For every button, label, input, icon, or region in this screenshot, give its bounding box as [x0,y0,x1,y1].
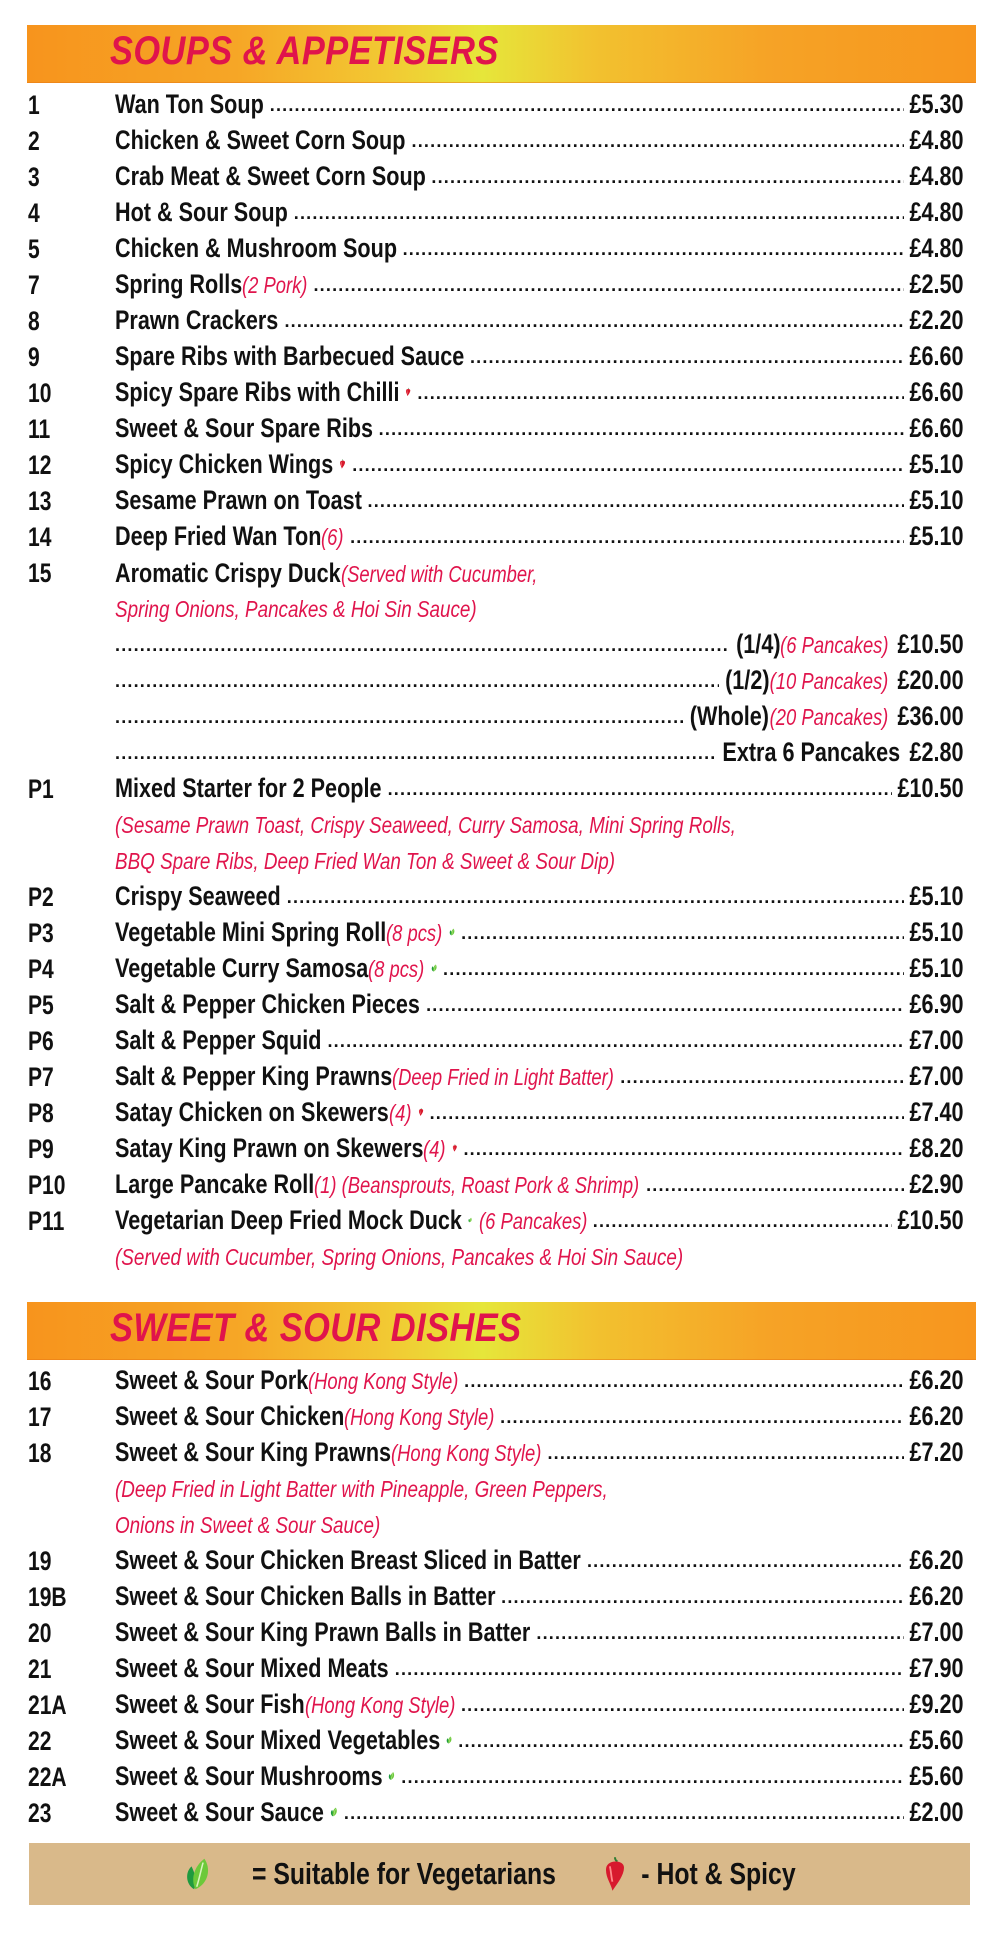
item-name: Crispy Seaweed [115,880,281,911]
item-code: 7 [28,270,40,300]
leader-dots [344,1795,904,1831]
leader-dots [294,195,905,231]
item-name: Chicken & Sweet Corn Soup [115,124,406,155]
item-price: £6.90 [909,988,964,1019]
item-note: (6 Pancakes) [478,1207,588,1234]
option-note: (10 Pancakes) [769,667,889,694]
item-description: (Sesame Prawn Toast, Crispy Seaweed, Curry Samosa, Mini Spring Rolls, [115,812,736,838]
leader-dots [500,1399,904,1435]
item-code: 19 [28,1546,52,1576]
menu-item-row [0,303,994,339]
item-description-row [0,591,994,627]
item-price: £4.80 [909,232,964,263]
item-name: Chicken & Mushroom Soup [115,232,398,263]
item-code: P3 [28,918,54,948]
item-note: (2 Pork) [242,271,308,298]
leader-dots [395,1651,905,1687]
item-note: (4) [388,1099,412,1126]
item-note: (Deep Fried in Light Batter) [391,1063,614,1090]
item-price: £5.30 [909,88,964,119]
item-code: 16 [28,1366,52,1396]
vegetarian-leaf-icon [468,1207,472,1233]
item-name: Vegetarian Deep Fried Mock Duck [115,1204,462,1235]
leader-dots [463,1131,904,1167]
menu-item-row [0,555,994,591]
option-price: £36.00 [897,700,964,731]
section-title: SOUPS & APPETISERS [110,29,499,73]
leader-dots [401,1759,904,1795]
menu-item-row [0,1543,994,1579]
leader-dots [350,519,904,555]
item-code: 5 [28,234,40,264]
item-price: £5.10 [909,880,964,911]
option-price: £20.00 [897,664,964,695]
item-code: 4 [28,198,40,228]
item-note: (8 pcs) [386,919,443,946]
item-price: £7.40 [909,1096,964,1127]
item-option-row [0,735,994,771]
item-code: 2 [28,126,40,156]
item-name: Aromatic Crispy Duck [115,557,341,588]
leader-dots [352,447,904,483]
item-option-row [0,627,994,663]
item-price: £6.60 [909,412,964,443]
leader-dots [426,987,904,1023]
item-code: P1 [28,774,54,804]
item-name: Spicy Spare Ribs with Chilli [115,376,400,407]
leader-dots [458,1723,904,1759]
menu-item-row [0,1203,994,1239]
leader-dots [536,1615,904,1651]
item-description: BBQ Spare Ribs, Deep Fried Wan Ton & Sweet & Sour Dip) [115,848,616,874]
menu-item-row [0,1795,994,1831]
item-code: 22 [28,1726,52,1756]
item-name: Sweet & Sour Mushrooms [115,1760,383,1791]
item-description-row [0,807,994,843]
item-name: Prawn Crackers [115,304,279,335]
item-name: Hot & Sour Soup [115,196,288,227]
item-name: Wan Ton Soup [115,88,264,119]
leader-dots [388,771,893,807]
leader-dots [115,699,684,735]
item-price: £2.90 [909,1168,964,1199]
section-banner-soups-appetisers [27,25,976,83]
item-price: £7.00 [909,1616,964,1647]
item-description-row [0,1507,994,1543]
chilli-icon [418,1099,424,1125]
item-price: £5.10 [909,916,964,947]
chilli-icon [339,451,346,477]
item-option-row [0,699,994,735]
item-note: (Served with Cucumber, [340,560,538,587]
menu-item-row [0,411,994,447]
leader-dots [461,1687,904,1723]
item-name: Sweet & Sour King Prawns [115,1436,392,1467]
item-note: (6) [321,523,344,550]
item-price: £9.20 [909,1688,964,1719]
item-name: Sweet & Sour Mixed Vegetables [115,1724,441,1755]
item-code: P7 [28,1062,54,1092]
chilli-icon [405,379,411,405]
menu-item-row [0,195,994,231]
item-name: Large Pancake Roll [115,1168,315,1199]
option-price: £10.50 [897,628,964,659]
item-code: P9 [28,1134,54,1164]
section-banner-sweet-sour [27,1302,976,1360]
item-name: Deep Fried Wan Ton [115,520,322,551]
item-code: 21 [28,1654,52,1684]
leader-dots [115,735,716,771]
item-price: £6.20 [909,1580,964,1611]
item-name: Mixed Starter for 2 People [115,772,382,803]
item-description: Onions in Sweet & Sour Sauce) [115,1512,381,1538]
item-name: Spring Rolls [115,268,243,299]
item-price: £10.50 [897,1204,964,1235]
menu-item-row [0,1095,994,1131]
item-description-row [0,843,994,879]
item-price: £6.20 [909,1364,964,1395]
leader-dots [587,1543,904,1579]
leader-dots [284,303,904,339]
item-price: £5.60 [909,1724,964,1755]
item-code: P8 [28,1098,54,1128]
item-name: Vegetable Curry Samosa [115,952,369,983]
leader-dots [412,123,905,159]
item-code: 10 [28,378,52,408]
menu-item-row [0,915,994,951]
item-price: £6.60 [909,376,964,407]
item-price: £7.00 [909,1024,964,1055]
leader-dots [417,375,904,411]
leader-dots [646,1167,904,1203]
item-note: (4) [423,1135,446,1162]
item-code: 12 [28,450,52,480]
item-code: 22A [28,1762,67,1792]
menu-item-row [0,771,994,807]
item-code: 3 [28,162,40,192]
leader-dots [368,483,905,519]
item-name: Sweet & Sour Chicken [115,1400,345,1431]
item-code: 21A [28,1690,67,1720]
menu-item-row [0,1687,994,1723]
item-price: £5.10 [909,484,964,515]
leader-dots [470,339,904,375]
legend-bar [29,1843,970,1905]
item-description-row [0,1239,994,1275]
item-code: 15 [28,558,52,588]
item-name: Sweet & Sour Pork [115,1364,309,1395]
item-name: Crab Meat & Sweet Corn Soup [115,160,426,191]
menu-item-row [0,1651,994,1687]
item-code: 9 [28,342,40,372]
menu-item-row [0,1579,994,1615]
item-price: £5.10 [909,448,964,479]
menu-item-row [0,1167,994,1203]
item-note: (1) (Beansprouts, Roast Pork & Shrimp) [314,1171,640,1198]
chilli-icon [602,1856,630,1892]
menu-item-row [0,1435,994,1471]
item-name: Vegetable Mini Spring Roll [115,916,387,947]
leader-dots [461,915,904,951]
item-code: 8 [28,306,40,336]
menu-item-row [0,1131,994,1167]
item-price: £4.80 [909,160,964,191]
item-name: Sweet & Sour Sauce [115,1796,324,1827]
vegetarian-leaf-icon [449,919,455,945]
item-code: 18 [28,1438,52,1468]
vegetarian-leaf-icon [388,1763,395,1789]
item-price: £6.20 [909,1400,964,1431]
menu-item-row [0,1759,994,1795]
item-note: (8 pcs) [367,955,425,982]
item-price: £7.00 [909,1060,964,1091]
item-description: (Deep Fried in Light Batter with Pineapple, Green Peppers, [115,1476,608,1502]
option-label: (Whole) [690,700,770,731]
item-code: P4 [28,954,54,984]
menu-item-row [0,339,994,375]
item-code: P5 [28,990,54,1020]
leader-dots [501,1579,904,1615]
menu-item-row [0,483,994,519]
leader-dots [270,87,905,123]
vegetarian-leaf-icon [330,1799,338,1825]
menu-item-row [0,1023,994,1059]
option-note: (20 Pancakes) [769,703,889,730]
menu-item-row [0,951,994,987]
menu-item-row [0,123,994,159]
menu-item-row [0,159,994,195]
section-title: SWEET & SOUR DISHES [110,1306,522,1350]
item-name: Spicy Chicken Wings [115,448,334,479]
item-note: (Hong Kong Style) [307,1367,459,1394]
item-price: £4.80 [909,124,964,155]
option-label: (1/2) [724,664,770,695]
leader-dots [620,1059,904,1095]
item-code: P10 [28,1170,66,1200]
leader-dots [547,1435,904,1471]
item-code: 11 [28,414,51,444]
vegetarian-leaf-icon [446,1727,452,1753]
item-code: P2 [28,882,54,912]
leader-dots [431,159,904,195]
item-note: (Hong Kong Style) [304,1691,456,1718]
item-name: Sweet & Sour Chicken Balls in Batter [115,1580,496,1611]
legend-vegetarian-text: = Suitable for Vegetarians [252,1856,556,1891]
item-name: Sweet & Sour Fish [115,1688,305,1719]
option-price: £2.80 [909,736,964,767]
item-name: Sweet & Sour King Prawn Balls in Batter [115,1616,531,1647]
item-name: Salt & Pepper Chicken Pieces [115,988,420,1019]
item-option-row [0,663,994,699]
menu-item-row [0,1059,994,1095]
item-price: £7.90 [909,1652,964,1683]
item-price: £8.20 [909,1132,964,1163]
item-price: £2.20 [909,304,964,335]
item-price: £4.80 [909,196,964,227]
item-description-row [0,1471,994,1507]
item-price: £2.00 [909,1796,964,1827]
item-name: Spare Ribs with Barbecued Sauce [115,340,465,371]
vegetarian-leaf-icon [431,955,438,981]
menu-item-row [0,231,994,267]
menu-item-row [0,1615,994,1651]
item-name: Salt & Pepper King Prawns [115,1060,393,1091]
menu-item-row [0,879,994,915]
leader-dots [443,951,904,987]
section-soups-appetisers-list [0,87,994,1275]
item-note: (Hong Kong Style) [343,1403,495,1430]
item-name: Sweet & Sour Spare Ribs [115,412,374,443]
item-price: £7.20 [909,1436,964,1467]
item-price: £10.50 [897,772,964,803]
item-name: Sweet & Sour Mixed Meats [115,1652,389,1683]
item-code: 23 [28,1798,52,1828]
menu-item-row [0,519,994,555]
menu-item-row [0,447,994,483]
menu-item-row [0,375,994,411]
leader-dots [379,411,905,447]
item-price: £5.10 [909,952,964,983]
item-note: (Hong Kong Style) [391,1439,542,1466]
item-price: £2.50 [909,268,964,299]
item-name: Satay King Prawn on Skewers [115,1132,424,1163]
item-code: 20 [28,1618,52,1648]
leader-dots [593,1203,893,1239]
item-price: £6.60 [909,340,964,371]
menu-item-row [0,987,994,1023]
option-note: (6 Pancakes) [779,631,889,658]
leader-dots [313,267,904,303]
legend-spicy-text: - Hot & Spicy [641,1856,796,1891]
option-label: (1/4) [735,628,781,659]
leader-dots [327,1023,904,1059]
leader-dots [115,663,719,699]
item-name: Sesame Prawn on Toast [115,484,362,515]
item-code: P11 [28,1206,65,1236]
item-price: £5.10 [909,520,964,551]
item-name: Sweet & Sour Chicken Breast Sliced in Batter [115,1544,581,1575]
vegetarian-leaf-icon [184,1856,212,1892]
leader-dots [464,1363,904,1399]
menu-item-row [0,1363,994,1399]
item-description: (Served with Cucumber, Spring Onions, Pancakes & Hoi Sin Sauce) [115,1244,684,1270]
leader-dots [430,1095,905,1131]
item-description: Spring Onions, Pancakes & Hoi Sin Sauce) [115,596,477,622]
chilli-icon [452,1135,458,1161]
menu-item-row [0,87,994,123]
option-label: Extra 6 Pancakes [722,736,901,767]
menu-item-row [0,1723,994,1759]
item-code: 19B [28,1582,67,1612]
leader-dots [287,879,905,915]
item-code: P6 [28,1026,54,1056]
item-name: Satay Chicken on Skewers [115,1096,389,1127]
menu-item-row [0,267,994,303]
menu-item-row [0,1399,994,1435]
leader-dots [403,231,905,267]
item-price: £6.20 [909,1544,964,1575]
section-sweet-sour-list [0,1363,994,1831]
item-code: 14 [28,522,52,552]
item-price: £5.60 [909,1760,964,1791]
leader-dots [115,627,730,663]
item-code: 13 [28,486,52,516]
item-code: 1 [28,90,40,120]
item-code: 17 [28,1402,52,1432]
item-name: Salt & Pepper Squid [115,1024,322,1055]
